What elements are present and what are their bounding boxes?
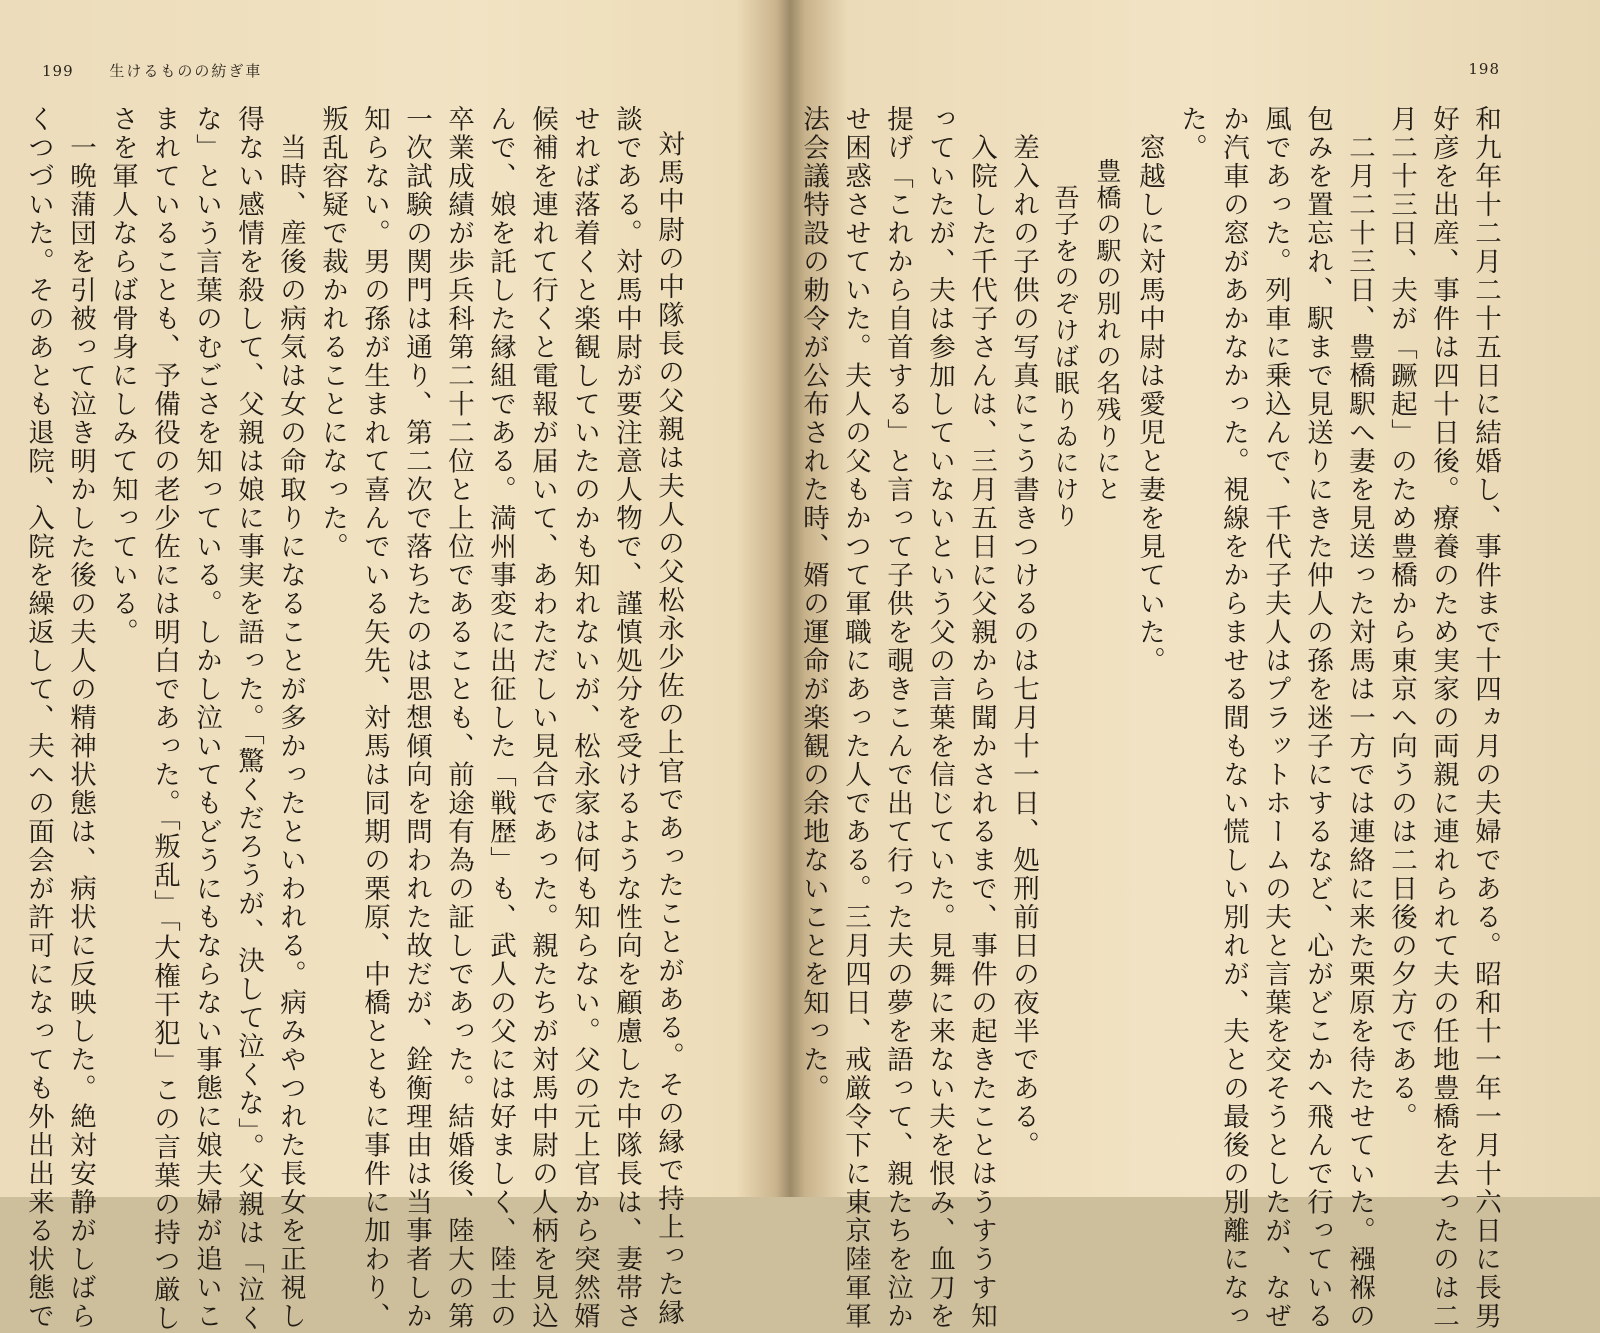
text-line: 候補を連れて行くと電報が届いて、あわただしい見合であった。親たちが対馬中尉の人柄を見込 bbox=[527, 105, 558, 1331]
text-line: 風であった。列車に乗込んで、千代子夫人はプラットホームの夫と言葉を交そうとしたが、なぜ bbox=[1260, 105, 1291, 1331]
running-title: 生けるものの紡ぎ車 bbox=[109, 62, 263, 80]
text-line: 差入れの子供の写真にこう書きつけるのは七月十一日、処刑前日の夜半である。 bbox=[1008, 105, 1039, 1160]
text-line: か汽車の窓があかなかった。視線をからませる間もない慌しい別れが、夫との最後の別離になっ bbox=[1218, 105, 1249, 1331]
text-line: 二月二十三日、豊橋駅へ妻を見送った対馬は一方では連絡に来た栗原を待たせていた。襁褓の bbox=[1344, 105, 1375, 1331]
text-line: せれば落着くと楽観していたのかも知れないが、松永家は何も知らない。父の元上官から突然婿 bbox=[569, 105, 600, 1331]
text-line: っていたが、夫は参加していないという父の言葉を信じていた。見舞に来ない夫を恨み、血刀を bbox=[924, 105, 955, 1331]
text-line: んで、娘を託した縁組である。満州事変に出征した「戦歴」も、武人の父には好ましく、陸士の bbox=[485, 105, 516, 1331]
poem-line: 吾子をのぞけば眠りゐにけり bbox=[1051, 105, 1080, 529]
text-line: 一晩蒲団を引被って泣き明かした後の夫人の精神状態は、病状に反映した。絶対安静がしばら bbox=[65, 105, 96, 1331]
text-line: 一次試験の関門は通り、第二次で落ちたのは思想傾向を問われた故だが、銓衡理由は当事者しか bbox=[401, 105, 432, 1331]
text-line: 入院した千代子さんは、三月五日に父親から聞かされるまで、事件の起きたことはうすうす知 bbox=[966, 105, 997, 1331]
text-line: 当時、産後の病気は女の命取りになることが多かったといわれる。病みやつれた長女を正視し bbox=[275, 105, 306, 1331]
text-line: 和九年十二月二十五日に結婚し、事件まで十四ヵ月の夫婦である。昭和十一年一月十六日に長男 bbox=[1470, 105, 1501, 1331]
text-line: 法会議特設の勅令が公布された時、婿の運命が楽観の余地ないことを知った。 bbox=[798, 105, 829, 1103]
text-line: せ困惑させていた。夫人の父もかつて軍職にあった人である。三月四日、戒厳令下に東京陸軍軍 bbox=[840, 105, 871, 1331]
text-line: 叛乱容疑で裁かれることになった。 bbox=[317, 105, 348, 561]
text-line: 知らない。男の孫が生まれて喜んでいる矢先、対馬は同期の栗原、中橋とともに事件に加わり、 bbox=[359, 105, 390, 1331]
text-line: 月二十三日、夫が「蹶起」のため豊橋から東京へ向うのは二日後の夕方である。 bbox=[1386, 105, 1417, 1131]
text-line: くつづいた。そのあとも退院、入院を繰返して、夫への面会が許可になっても外出出来る状態で bbox=[23, 105, 54, 1331]
text-line: 談である。対馬中尉が要注意人物で、謹慎処分を受けるような性向を顧慮した中隊長は、妻帯さ bbox=[611, 105, 642, 1331]
text-line: さを軍人ならば骨身にしみて知っている。 bbox=[107, 105, 138, 647]
text-line: 好彦を出産、事件は四十日後。療養のため実家の両親に連れられて夫の任地豊橋を去ったのは二 bbox=[1428, 105, 1459, 1331]
text-line: 得ない感情を殺して、父親は娘に事実を語った。「驚くだろうが、決して泣くな」。父親は「泣く bbox=[233, 105, 264, 1333]
text-line: た。 bbox=[1176, 105, 1207, 162]
right-page bbox=[785, 0, 1600, 1331]
text-line: 対馬中尉の中隊長の父親は夫人の父松永少佐の上官であったことがある。その縁で持上った縁 bbox=[653, 130, 684, 1327]
text-line: な」という言葉のむごさを知っている。しかし泣いてもどうにもならない事態に娘夫婦が追いこ bbox=[191, 105, 222, 1331]
right-page-number: 198 bbox=[1468, 60, 1500, 78]
text-line: 包みを置忘れ、駅まで見送りにきた仲人の孫を迷子にするなど、心がどこかへ飛んで行っている bbox=[1302, 105, 1333, 1331]
text-line: まれていることも、予備役の老少佐には明白であった。「叛乱」「大権干犯」この言葉の持つ厳し bbox=[149, 105, 180, 1333]
poem-line: 豊橋の駅の別れの名残りにと bbox=[1093, 105, 1122, 503]
text-line: 卒業成績が歩兵科第二十二位と上位であることも、前途有為の証しであった。結婚後、陸大の第 bbox=[443, 105, 474, 1331]
text-line: 窓越しに対馬中尉は愛児と妻を見ていた。 bbox=[1134, 105, 1165, 675]
left-page bbox=[0, 0, 785, 1333]
left-page-number: 199 bbox=[42, 62, 74, 80]
text-line: 提げ「これから自首する」と言って子供を覗きこんで出て行った夫の夢を語って、親たちを泣か bbox=[882, 105, 913, 1331]
